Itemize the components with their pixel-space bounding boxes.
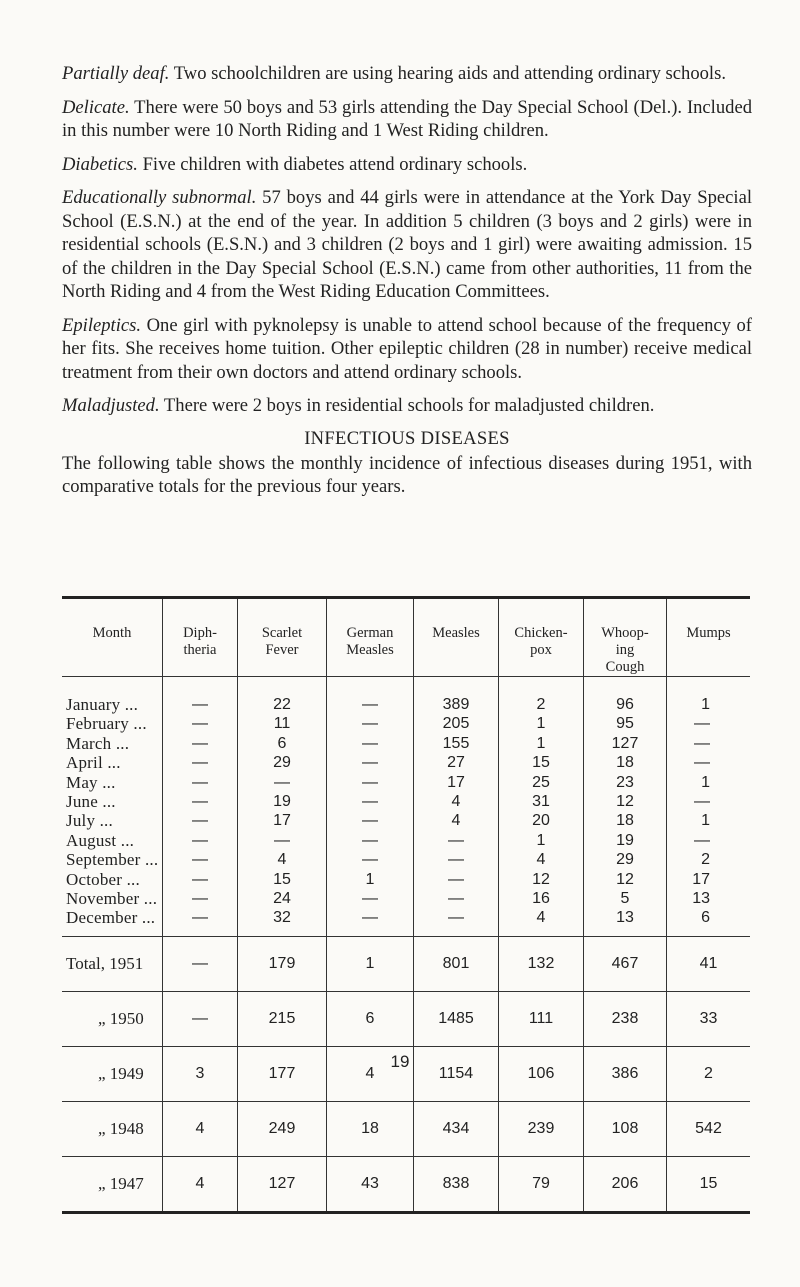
table-cell: — [327,677,414,715]
month-cell: July ... [66,811,113,831]
table-cell: 15 [238,870,327,889]
table-cell: — [163,714,238,733]
paragraph-lead: Partially deaf. [62,63,170,84]
column-header-month: Month [62,598,163,677]
table-cell: 389 [414,677,499,715]
table-cell: 155 [414,734,499,753]
table-cell: — [327,889,414,908]
table-cell: 205 [414,714,499,733]
table-cell: 1485 [414,991,499,1046]
table-cell: — [327,850,414,869]
table-cell: 4 [238,850,327,869]
total-label-cell: Total, 1951 [62,936,163,991]
table-cell: 22 [238,677,327,715]
table-cell: 19 [584,831,667,850]
paragraph-lead: Educationally subnormal. [62,187,257,208]
table-cell: — [327,753,414,772]
paragraph-maladjusted [62,394,752,418]
table-row [62,773,750,792]
table-cell: 106 [499,1046,584,1101]
table-cell: 20 [499,811,584,830]
table-row [62,792,750,811]
month-cell: October ... [66,869,140,889]
table-cell: 1 [667,811,751,830]
table-row [62,811,750,830]
total-row [62,1156,750,1212]
table-cell: 1 [327,870,414,889]
table-cell: 12 [584,792,667,811]
table-cell: 127 [238,1156,327,1212]
paragraph-diabetics [62,153,752,177]
table-cell: — [163,677,238,715]
table-cell: 1 [499,734,584,753]
column-header-measles: Measles [414,598,499,677]
month-cell: December ... [66,908,156,928]
month-cell: August ... [66,830,135,850]
table-cell: 4 [414,792,499,811]
table-cell: 434 [414,1101,499,1156]
table-cell: — [667,734,751,753]
total-row [62,936,750,991]
table-cell: 108 [584,1101,667,1156]
column-header-german-measles: German Measles [327,598,414,677]
month-cell: June ... [66,792,116,812]
table-cell: 15 [667,1156,751,1212]
table-cell: 1 [499,831,584,850]
paragraph-lead: Epileptics. [62,314,142,336]
month-cell: April ... [66,753,121,773]
table-cell: 79 [499,1156,584,1212]
table-cell: — [163,792,238,811]
table-cell: — [667,714,751,733]
table-cell: — [667,753,751,772]
table-cell: 386 [584,1046,667,1101]
table-cell: 23 [584,773,667,792]
paragraph-text: Five children with diabetes attend ordinary schools. [137,153,528,175]
table-cell: — [327,831,414,850]
table-cell: 2 [499,677,584,715]
month-cell: February ... [66,714,147,734]
table-cell: 17 [238,811,327,830]
table-cell: 1 [499,714,584,733]
table-cell: — [163,908,238,936]
page-body [62,0,752,509]
table-cell: — [414,870,499,889]
table-cell: 11 [238,714,327,733]
total-row [62,1101,750,1156]
paragraph-text: Two schoolchildren are using hearing aids and attending ordinary schools. [169,63,726,84]
table-cell: 4 [499,908,584,936]
month-cell: November ... [66,889,158,909]
table-cell: — [163,773,238,792]
table-cell: — [163,991,238,1046]
table-cell: 838 [414,1156,499,1212]
paragraph-delicate [62,96,752,143]
table-row [62,870,750,889]
table-cell: 15 [499,753,584,772]
table-cell: 6 [238,734,327,753]
paragraph-educationally-subnormal [62,186,752,304]
table-cell: 4 [327,1046,414,1101]
table-cell: 1 [667,773,751,792]
table-cell: 24 [238,889,327,908]
table-row [62,714,750,733]
table-cell: 27 [414,753,499,772]
total-label-cell: „ 1947 [62,1156,163,1212]
table-cell: 111 [499,991,584,1046]
total-label-cell: „ 1949 [62,1046,163,1101]
table-cell: 31 [499,792,584,811]
table-cell: 801 [414,936,499,991]
table-cell: — [327,734,414,753]
month-cell: May ... [66,772,116,792]
table-cell: — [327,811,414,830]
table-cell: 238 [584,991,667,1046]
table-cell: 95 [584,714,667,733]
table-cell: — [327,773,414,792]
total-label-cell: „ 1950 [62,991,163,1046]
total-row [62,991,750,1046]
table-cell: 215 [238,991,327,1046]
table-cell: 4 [163,1101,238,1156]
table-cell: 32 [238,908,327,936]
month-cell: March ... [66,733,130,753]
table-cell: 12 [584,870,667,889]
paragraph-lead: Delicate. [62,96,130,118]
table-row [62,908,750,936]
table-cell: — [327,792,414,811]
column-header-mumps: Mumps [667,598,751,677]
table-cell: 18 [584,753,667,772]
table-cell: 206 [584,1156,667,1212]
paragraph-partially-deaf [62,62,752,86]
table-cell: — [327,714,414,733]
table-cell: 13 [667,889,751,908]
table-cell: — [163,831,238,850]
month-cell: September ... [66,850,159,870]
table-cell: — [163,870,238,889]
paragraph-text: There were 50 boys and 53 girls attending the Day Special School (Del.). Included in this number were 10 North Riding and 1 West Riding children. [62,96,752,141]
month-cell: January ... [66,695,139,714]
table-cell: — [667,792,751,811]
table-cell: — [414,908,499,936]
table-cell: 127 [584,734,667,753]
column-header-scarlet-fever: Scarlet Fever [238,598,327,677]
table-cell: 29 [238,753,327,772]
table-row [62,753,750,772]
paragraph-lead: Diabetics. [62,153,138,175]
table-cell: 1 [327,936,414,991]
table-cell: 96 [584,677,667,715]
table-cell: — [163,889,238,908]
table-cell: 41 [667,936,751,991]
table-cell: 18 [327,1101,414,1156]
table-cell: 4 [414,811,499,830]
paragraph-text: One girl with pyknolepsy is unable to attend school because of the frequency of her fits. She receives home tuition. Other epileptic children (28 in number) receive medical treatment from their own doctors and attend ordinary schools. [62,314,752,383]
table-cell: 33 [667,991,751,1046]
table-row [62,831,750,850]
table-cell: — [238,831,327,850]
table-cell: 542 [667,1101,751,1156]
table-cell: 2 [667,850,751,869]
table-cell: 132 [499,936,584,991]
table-cell: 17 [414,773,499,792]
table-cell: 1154 [414,1046,499,1101]
paragraph-lead: Maladjusted. [62,395,160,416]
table-cell: — [414,831,499,850]
table-cell: 29 [584,850,667,869]
table-cell: — [163,850,238,869]
table-cell: 25 [499,773,584,792]
table-cell: 43 [327,1156,414,1212]
table-cell: 2 [667,1046,751,1101]
table-cell: — [163,734,238,753]
table-cell: 239 [499,1101,584,1156]
table-cell: 16 [499,889,584,908]
table-cell: 17 [667,870,751,889]
column-header-whooping-cough: Whoop- ing Cough [584,598,667,677]
table-row [62,734,750,753]
table-cell: — [163,753,238,772]
paragraph-text: 57 boys and 44 girls were in attendance at the York Day Special School (E.S.N.) at the end of the year. In addition 5 children (3 boys and 2 girls) were in residential schools (E.S.N.) and 3 children (2 boys and 1 girl) were awaiting admission. 15 of the children in the Day Special School (E.S.N.) came from other authorities, 11 from the North Riding and 4 from the West Riding Education Committees. [62,187,752,302]
table-cell: 467 [584,936,667,991]
table-cell: 1 [667,677,751,715]
page-number: 19 [390,1052,410,1071]
paragraph-text: There were 2 boys in residential schools for maladjusted children. [159,395,655,416]
table-cell: 5 [584,889,667,908]
table-row [62,677,750,715]
table-cell: 179 [238,936,327,991]
section-title: INFECTIOUS DISEASES [304,427,510,449]
table-cell: — [163,811,238,830]
table-cell: 18 [584,811,667,830]
table-cell: 6 [327,991,414,1046]
table-cell: 19 [238,792,327,811]
paragraph-epileptics [62,314,752,385]
table-cell: — [414,889,499,908]
table-header-row [62,598,750,677]
table-cell: — [667,831,751,850]
table-cell: — [414,850,499,869]
total-label-cell: „ 1948 [62,1101,163,1156]
table-cell: 249 [238,1101,327,1156]
table-row [62,850,750,869]
table-cell: 4 [163,1156,238,1212]
table-cell: 13 [584,908,667,936]
table-cell: 6 [667,908,751,936]
table-cell: — [327,908,414,936]
column-header-diphtheria: Diph- theria [163,598,238,677]
table-cell: — [163,936,238,991]
table-intro: The following table shows the monthly incidence of infectious diseases during 1951, with comparative totals for the previous four years. [62,452,752,497]
table-cell: — [238,773,327,792]
infectious-diseases-table [62,596,750,1214]
table-cell: 12 [499,870,584,889]
table-row [62,889,750,908]
column-header-chickenpox: Chicken- pox [499,598,584,677]
table-body [62,677,750,1213]
table-cell: 4 [499,850,584,869]
table-cell: 177 [238,1046,327,1101]
table-cell: 3 [163,1046,238,1101]
